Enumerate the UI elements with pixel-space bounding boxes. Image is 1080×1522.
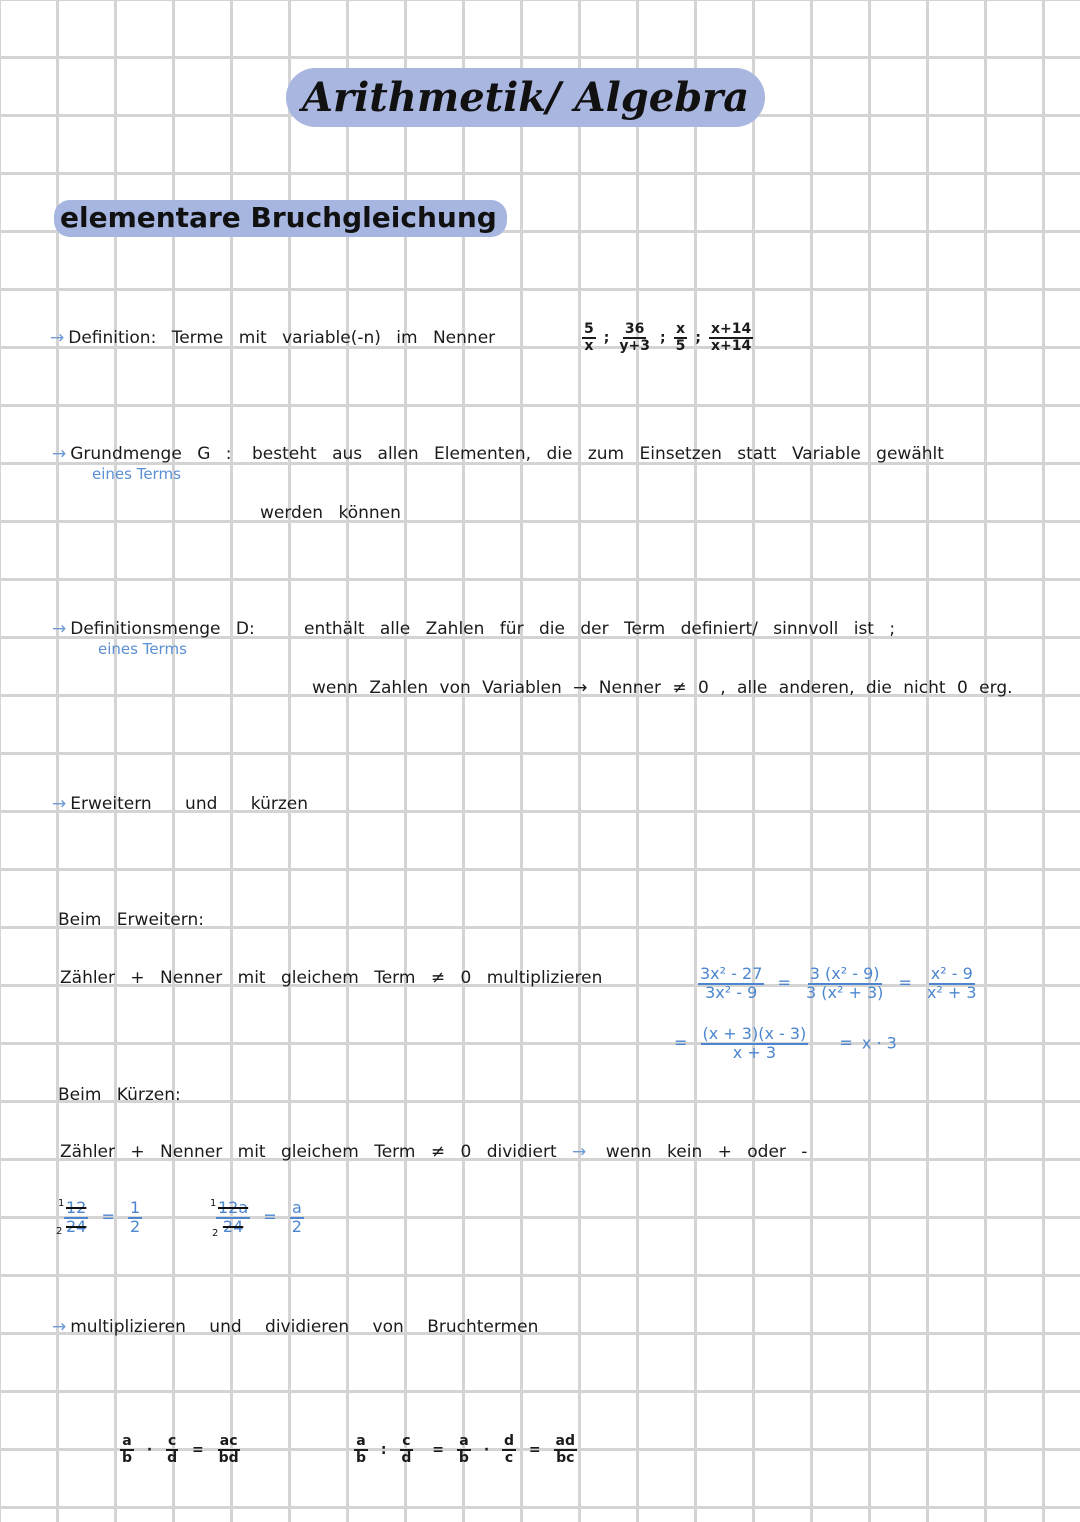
kuerzen-label: Beim Kürzen: xyxy=(58,1085,181,1105)
definitionsmenge-line xyxy=(52,619,255,639)
grundmenge-text-2: werden können xyxy=(260,503,401,523)
arrow-right-icon: → xyxy=(52,1317,67,1337)
arrow-right-icon: → xyxy=(52,794,67,814)
arrow-right-icon: → xyxy=(52,619,67,639)
kuerzen-example-2: 1 2 $\frac{12a}{24}$ = $\frac{a}{2}$ xyxy=(210,1198,302,1239)
fraction: $\frac{36}{y+3}$ xyxy=(619,321,650,354)
grundmenge-line xyxy=(52,444,232,464)
section-heading: elementare Bruchgleichung xyxy=(54,200,507,237)
arrow-right-icon: → xyxy=(572,1142,587,1162)
arrow-right-icon: → xyxy=(50,328,65,348)
fraction: $\frac{x+14}{x+14}$ xyxy=(710,321,752,354)
erweitern-rule: Zähler + Nenner mit gleichem Term ≠ 0 multiplizieren xyxy=(60,968,603,988)
grundmenge-sublabel: eines Terms xyxy=(92,465,181,483)
definitionsmenge-label: Definitionsmenge D: xyxy=(70,619,255,639)
erweitern-label: Beim Erweitern: xyxy=(58,910,204,930)
definition-label: Definition: xyxy=(68,328,157,348)
erweitern-example-row-2: = $\frac{(x + 3)(x - 3)}{x + 3}$ = x · 3 xyxy=(674,1024,897,1062)
division-rule: $\frac{a}{b}$ : $\frac{c}{d}$ = $\frac{a}{b}$ · $\frac{d}{c}$ = $\frac{ad}{bc}$ xyxy=(356,1433,575,1466)
arrow-right-icon: → xyxy=(52,444,67,464)
grundmenge-label: Grundmenge G : xyxy=(70,444,232,464)
fraction: $\frac{5}{x}$ xyxy=(584,321,594,354)
definition-line xyxy=(50,328,495,348)
grundmenge-text-1: besteht aus allen Elementen, die zum Einsetzen statt Variable gewählt xyxy=(252,444,944,464)
kuerzen-rule: Zähler + Nenner mit gleichem Term ≠ 0 dividiert → wenn kein + oder - xyxy=(60,1142,808,1162)
definition-examples: $\frac{5}{x}$ ; $\frac{36}{y+3}$ ; $\frac{x}{5}$ ; $\frac{x+14}{x+14}$ xyxy=(584,321,752,354)
mult-div-heading: → multiplizieren und dividieren von Bruchtermen xyxy=(52,1317,539,1337)
page-title: Arithmetik/ Algebra xyxy=(290,72,761,123)
kuerzen-example-1: 1 2 $\frac{12}{24}$ = $\frac{1}{2}$ xyxy=(56,1198,141,1237)
definitionsmenge-text-2: wenn Zahlen von Variablen → Nenner ≠ 0 , alle anderen, die nicht 0 erg. xyxy=(312,678,1013,698)
fraction: $\frac{x}{5}$ xyxy=(675,321,686,354)
definitionsmenge-sublabel: eines Terms xyxy=(98,640,187,658)
erweitern-kuerzen-heading: → Erweitern und kürzen xyxy=(52,794,309,814)
multiplication-rule: $\frac{a}{b}$ · $\frac{c}{d}$ = $\frac{ac}{bd}$ xyxy=(122,1433,239,1466)
definitionsmenge-text-1: enthält alle Zahlen für die der Term definiert/ sinnvoll ist ; xyxy=(304,619,896,639)
erweitern-example-row-1: $\frac{\text{3x² - 27}}{\text{3x² - 9}}$ = $\frac{\text{3 (x² - 9)}}{\text{3 (x² + 3)}}$ = $\frac{\text{x² - 9}}{\text{x² + 3}}$ xyxy=(700,964,977,1002)
definition-text: Terme mit variable(-n) im Nenner xyxy=(171,328,496,348)
